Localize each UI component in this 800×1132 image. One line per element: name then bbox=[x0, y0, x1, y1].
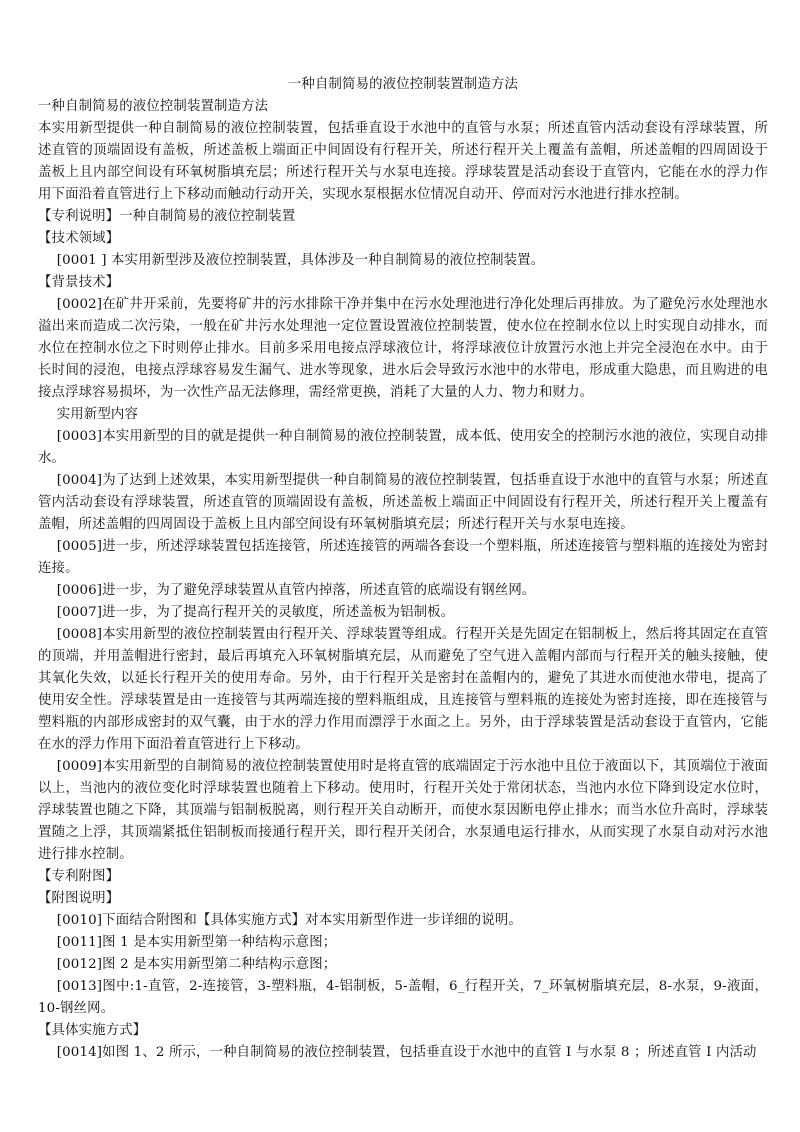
embodiment-heading: 【具体实施方式】 bbox=[38, 1023, 147, 1038]
paragraph-0008: [0008]本实用新型的液位控制装置由行程开关、浮球装置等组成。行程开关是先固定在铝制板上，然后将其固定在直管的顶端，并用盖帽进行密封，最后再填充入环氧树脂填充层，从而避免了空气进入盖帽内部而与行程开关的触头接触，使其氧化失效，以延长行程开关的使用寿命。另外，由于行程开关是密封在盖帽内的，避免了其进水而使池水带电，提高了使用安全性。浮球装置是由一连接管与其两端连接的塑料瓶组成，且连接管与塑料瓶的连接处为密封连接，即在连接管与塑料瓶的内部形成密封的双气囊，由于水的浮力作用而漂浮于水面之上。另外，由于浮球装置是活动套设于直管内，它能在水的浮力作用下面沿着直管进行上下移动。 bbox=[38, 627, 768, 752]
drawings-description-heading: 【附图说明】 bbox=[38, 891, 120, 906]
paragraph-0002: [0002]在矿井开采前，先要将矿井的污水排除干净并集中在污水处理池进行净化处理后再排放。为了避免污水处理池水溢出来而造成二次污染，一般在矿井污水处理池一定位置设置液位控制装置，使水位在控制水位以上时实现自动排水，而水位在控制水位之下时则停止排水。目前多采用电接点浮球液位计，将浮球液位计放置污水池上并完全浸泡在水中。由于长时间的浸泡，电接点浮球容易发生漏气、进水等现象，进水后会导致污水池中的水带电，形成重大隐患，而且购进的电接点浮球容易损坏，为一次性产品无法修理，需经常更换，消耗了大量的人力、物力和财力。 bbox=[38, 297, 768, 400]
document-page bbox=[38, 74, 768, 1064]
document-subtitle: 一种自制简易的液位控制装置制造方法 bbox=[38, 99, 269, 114]
abstract-paragraph: 本实用新型提供一种自制简易的液位控制装置，包括垂直设于水池中的直管与水泵；所述直管内活动套设有浮球装置，所述直管的顶端固设有盖板，所述盖板上端面正中间固设有行程开关，所述行程开关上覆盖有盖帽，所述盖帽的四周固设于盖板上且内部空间设有环氧树脂填充层；所述行程开关与水泵电连接。浮球装置是活动套设于直管内，它能在水的浮力作用下面沿着直管进行上下移动而触动行动开关，实现水泵根据水位情况自动开、停而对污水池进行排水控制。 bbox=[38, 121, 768, 202]
background-heading: 【背景技术】 bbox=[38, 275, 120, 290]
paragraph-0004: [0004]为了达到上述效果，本实用新型提供一种自制简易的液位控制装置，包括垂直设于水池中的直管与水泵；所述直管内活动套设有浮球装置，所述直管的顶端固设有盖板，所述盖板上端面正中间固设有行程开关，所述行程开关上覆盖有盖帽，所述盖帽的四周固设于盖板上且内部空间设有环氧树脂填充层；所述行程开关与水泵电连接。 bbox=[38, 473, 768, 532]
content-heading: 实用新型内容 bbox=[56, 407, 138, 422]
paragraph-0011: [0011]图 1 是本实用新型第一种结构示意图； bbox=[56, 935, 337, 950]
paragraph-0007: [0007]进一步，为了提高行程开关的灵敏度，所述盖板为铝制板。 bbox=[56, 605, 455, 620]
paragraph-0006: [0006]进一步，为了避免浮球装置从直管内掉落，所述直管的底端设有钢丝网。 bbox=[56, 583, 536, 598]
patent-description-heading: 【专利说明】一种自制简易的液位控制装置 bbox=[38, 209, 296, 224]
paragraph-0014: [0014]如图 1、2 所示，一种自制简易的液位控制装置，包括垂直设于水池中的直管 I 与水泵 8 ；所述直管 I 内活动 bbox=[56, 1045, 757, 1060]
paragraph-0009: [0009]本实用新型的自制简易的液位控制装置使用时是将直管的底端固定于污水池中且位于液面以下，其顶端位于液面以上，当池内的液位变化时浮球装置也随着上下移动。使用时，行程开关处于常闭状态，当池内水位下降到设定水位时，浮球装置也随之下降，其顶端与铝制板脱离，则行程开关自动断开，而使水泵因断电停止排水；而当水位升高时，浮球装置随之上浮，其顶端紧抵住铝制板而接通行程开关，即行程开关闭合，水泵通电运行排水，从而实现了水泵自动对污水池进行排水控制。 bbox=[38, 759, 768, 862]
paragraph-0013: [0013]图中:1-直管，2-连接管，3-塑料瓶，4-铝制板，5-盖帽，6_行程开关，7_环氧树脂填充层，8-水泵，9-液面，10-钢丝网。 bbox=[38, 979, 768, 1016]
paragraph-0010: [0010]下面结合附图和【具体实施方式】对本实用新型作进一步详细的说明。 bbox=[56, 913, 522, 928]
tech-field-heading: 【技术领域】 bbox=[38, 231, 120, 246]
paragraph-0012: [0012]图 2 是本实用新型第二种结构示意图； bbox=[56, 957, 337, 972]
paragraph-0005: [0005]进一步，所述浮球装置包括连接管，所述连接管的两端各套设一个塑料瓶，所述连接管与塑料瓶的连接处为密封连接。 bbox=[38, 539, 768, 576]
paragraph-0003: [0003]本实用新型的目的就是提供一种自制简易的液位控制装置，成本低、使用安全的控制污水池的液位，实现自动排水。 bbox=[38, 429, 768, 466]
drawings-heading: 【专利附图】 bbox=[38, 869, 120, 884]
document-title: 一种自制简易的液位控制装置制造方法 bbox=[287, 77, 519, 92]
paragraph-0001: [0001 ] 本实用新型涉及液位控制装置，具体涉及一种自制简易的液位控制装置。 bbox=[56, 253, 545, 268]
